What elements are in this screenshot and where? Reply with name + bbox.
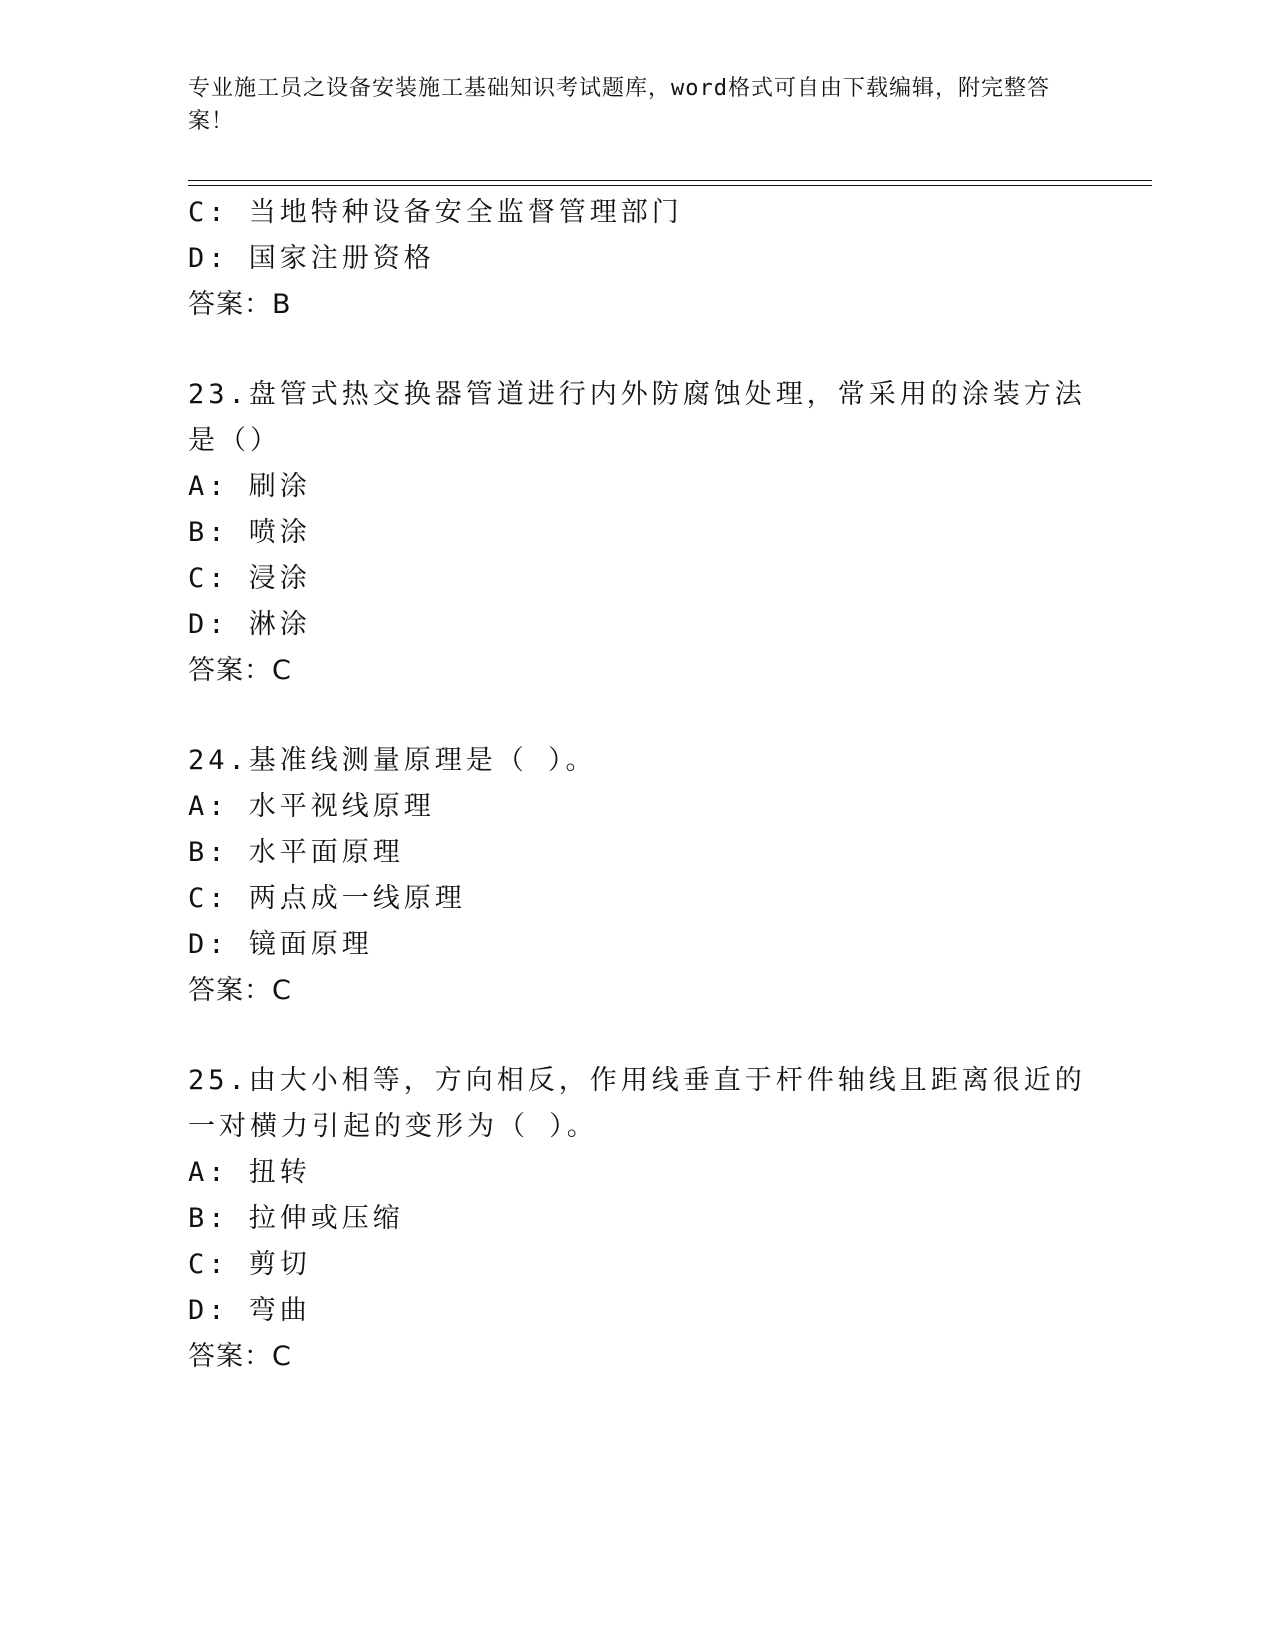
option-b: B: 拉伸或压缩 (188, 1203, 404, 1234)
option-a: A: 扭转 (188, 1157, 311, 1188)
option-b: B: 水平面原理 (188, 837, 404, 868)
question-stem: 25.由大小相等，方向相反，作用线垂直于杆件轴线且距离很近的一对横力引起的变形为（ ）。 (188, 1065, 1086, 1142)
answer-line: 答案：C (188, 655, 292, 686)
option-c: C: 当地特种设备安全监督管理部门 (188, 197, 683, 228)
option-a: A: 刷涂 (188, 471, 311, 502)
document-header: 专业施工员之设备安装施工基础知识考试题库，word格式可自由下载编辑，附完整答案！ (188, 76, 1050, 134)
question-stem: 23.盘管式热交换器管道进行内外防腐蚀处理，常采用的涂装方法是（） (188, 379, 1086, 456)
question-22-continued (188, 190, 1088, 328)
option-c: C: 浸涂 (188, 563, 311, 594)
question-list (188, 190, 1088, 1380)
header-divider-bottom (188, 185, 1152, 186)
option-d: D: 淋涂 (188, 609, 311, 640)
question-24 (188, 738, 1088, 1014)
header-divider-top (188, 180, 1152, 181)
option-c: C: 两点成一线原理 (188, 883, 466, 914)
option-a: A: 水平视线原理 (188, 791, 435, 822)
answer-line: 答案：C (188, 975, 292, 1006)
question-23 (188, 372, 1088, 694)
option-d: D: 弯曲 (188, 1295, 311, 1326)
question-25 (188, 1058, 1088, 1380)
option-d: D: 镜面原理 (188, 929, 373, 960)
option-b: B: 喷涂 (188, 517, 311, 548)
option-d: D: 国家注册资格 (188, 243, 435, 274)
option-c: C: 剪切 (188, 1249, 311, 1280)
answer-line: 答案：C (188, 1341, 292, 1372)
question-stem: 24.基准线测量原理是（ ）。 (188, 745, 597, 776)
answer-line: 答案：B (188, 289, 292, 320)
